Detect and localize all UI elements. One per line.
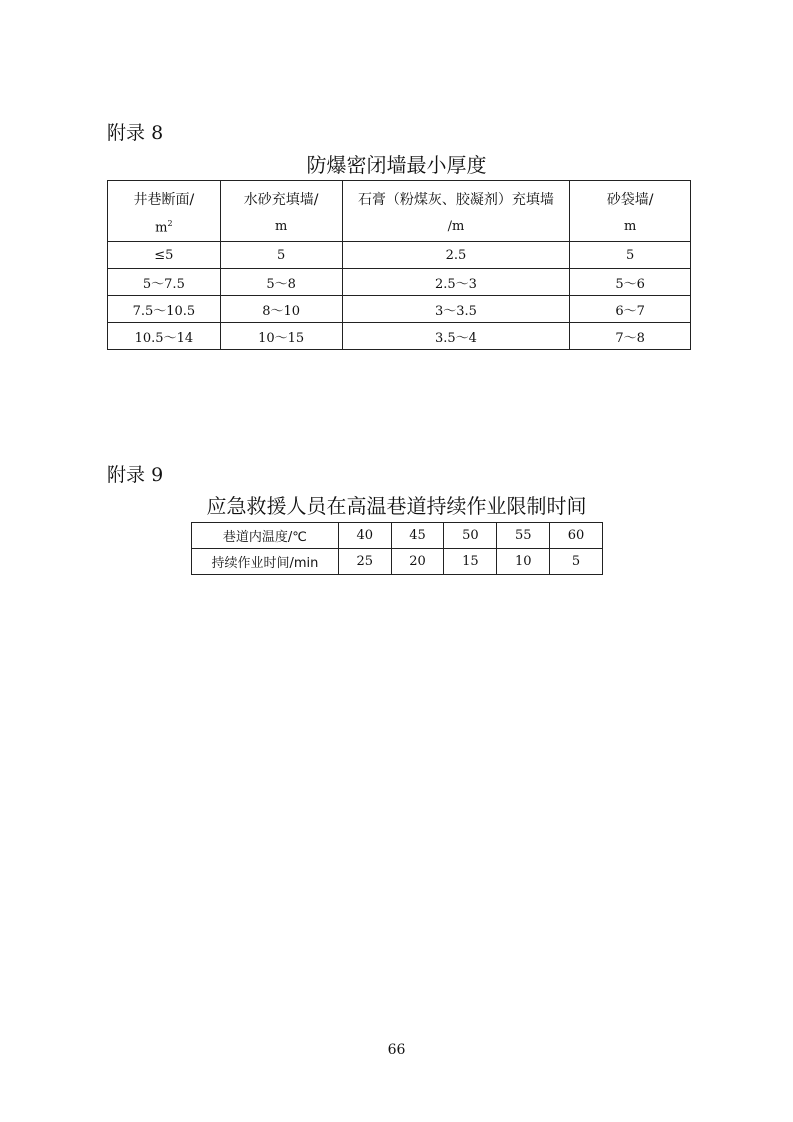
wall-thickness-table	[107, 180, 691, 350]
header-sandbag-wall	[570, 181, 691, 242]
table-cell: 60	[550, 523, 603, 549]
header-water-sand-unit: m	[274, 219, 288, 234]
table-cell: 45	[391, 523, 444, 549]
table-row	[108, 323, 691, 350]
appendix-9-number: 9	[151, 464, 164, 486]
table-row	[108, 296, 691, 323]
appendix-9-heading	[107, 460, 163, 487]
appendix-9-title: 应急救援人员在高温巷道持续作业限制时间	[206, 494, 587, 518]
table-row	[108, 269, 691, 296]
table-cell: 40	[338, 523, 391, 549]
table-cell: ≤5	[108, 242, 221, 269]
work-time-limit-table	[191, 522, 603, 575]
table-row	[192, 549, 603, 575]
table-cell: 8～10	[220, 296, 342, 323]
header-gypsum-unit: /m	[447, 219, 465, 234]
appendix-8-heading	[107, 118, 163, 145]
header-water-sand-wall	[220, 181, 342, 242]
table-cell: 7.5～10.5	[108, 296, 221, 323]
table-cell: 7～8	[570, 323, 691, 350]
table-cell: 2.5～3	[342, 269, 570, 296]
table-header-row	[108, 181, 691, 242]
header-sandbag-label: 砂袋墙/	[606, 192, 654, 208]
header-gypsum-wall	[342, 181, 570, 242]
table-cell: 5～7.5	[108, 269, 221, 296]
appendix-8-title: 防爆密闭墙最小厚度	[306, 153, 487, 177]
table-cell: 3.5～4	[342, 323, 570, 350]
temperature-row-header: 巷道内温度/℃	[192, 523, 339, 549]
header-gypsum-label: 石膏（粉煤灰、胶凝剂）充填墙	[357, 192, 554, 208]
appendix-9-label: 附录	[107, 464, 146, 486]
appendix-8-label: 附录	[107, 122, 146, 144]
table-cell: 5	[220, 242, 342, 269]
table-cell: 6～7	[570, 296, 691, 323]
table-cell: 20	[391, 549, 444, 575]
table-row	[108, 242, 691, 269]
table-cell: 10	[497, 549, 550, 575]
table-cell: 55	[497, 523, 550, 549]
table-cell: 15	[444, 549, 497, 575]
table-cell: 5～6	[570, 269, 691, 296]
table-cell: 10.5～14	[108, 323, 221, 350]
table-cell: 10～15	[220, 323, 342, 350]
table-cell: 25	[338, 549, 391, 575]
page-number: 66	[387, 1042, 406, 1058]
table-cell: 5	[550, 549, 603, 575]
table-cell: 5	[570, 242, 691, 269]
table-cell: 50	[444, 523, 497, 549]
header-water-sand-label: 水砂充填墙/	[243, 192, 319, 208]
header-section-area-label: 井巷断面/	[133, 192, 195, 208]
table-cell: 5～8	[220, 269, 342, 296]
table-cell: 2.5	[342, 242, 570, 269]
header-section-area-unit: $m^2$	[155, 219, 173, 236]
duration-row-header: 持续作业时间/min	[192, 549, 339, 575]
table-row	[192, 523, 603, 549]
header-section-area	[108, 181, 221, 242]
table-cell: 3～3.5	[342, 296, 570, 323]
appendix-8-number: 8	[151, 122, 164, 144]
header-sandbag-unit: m	[624, 219, 637, 234]
